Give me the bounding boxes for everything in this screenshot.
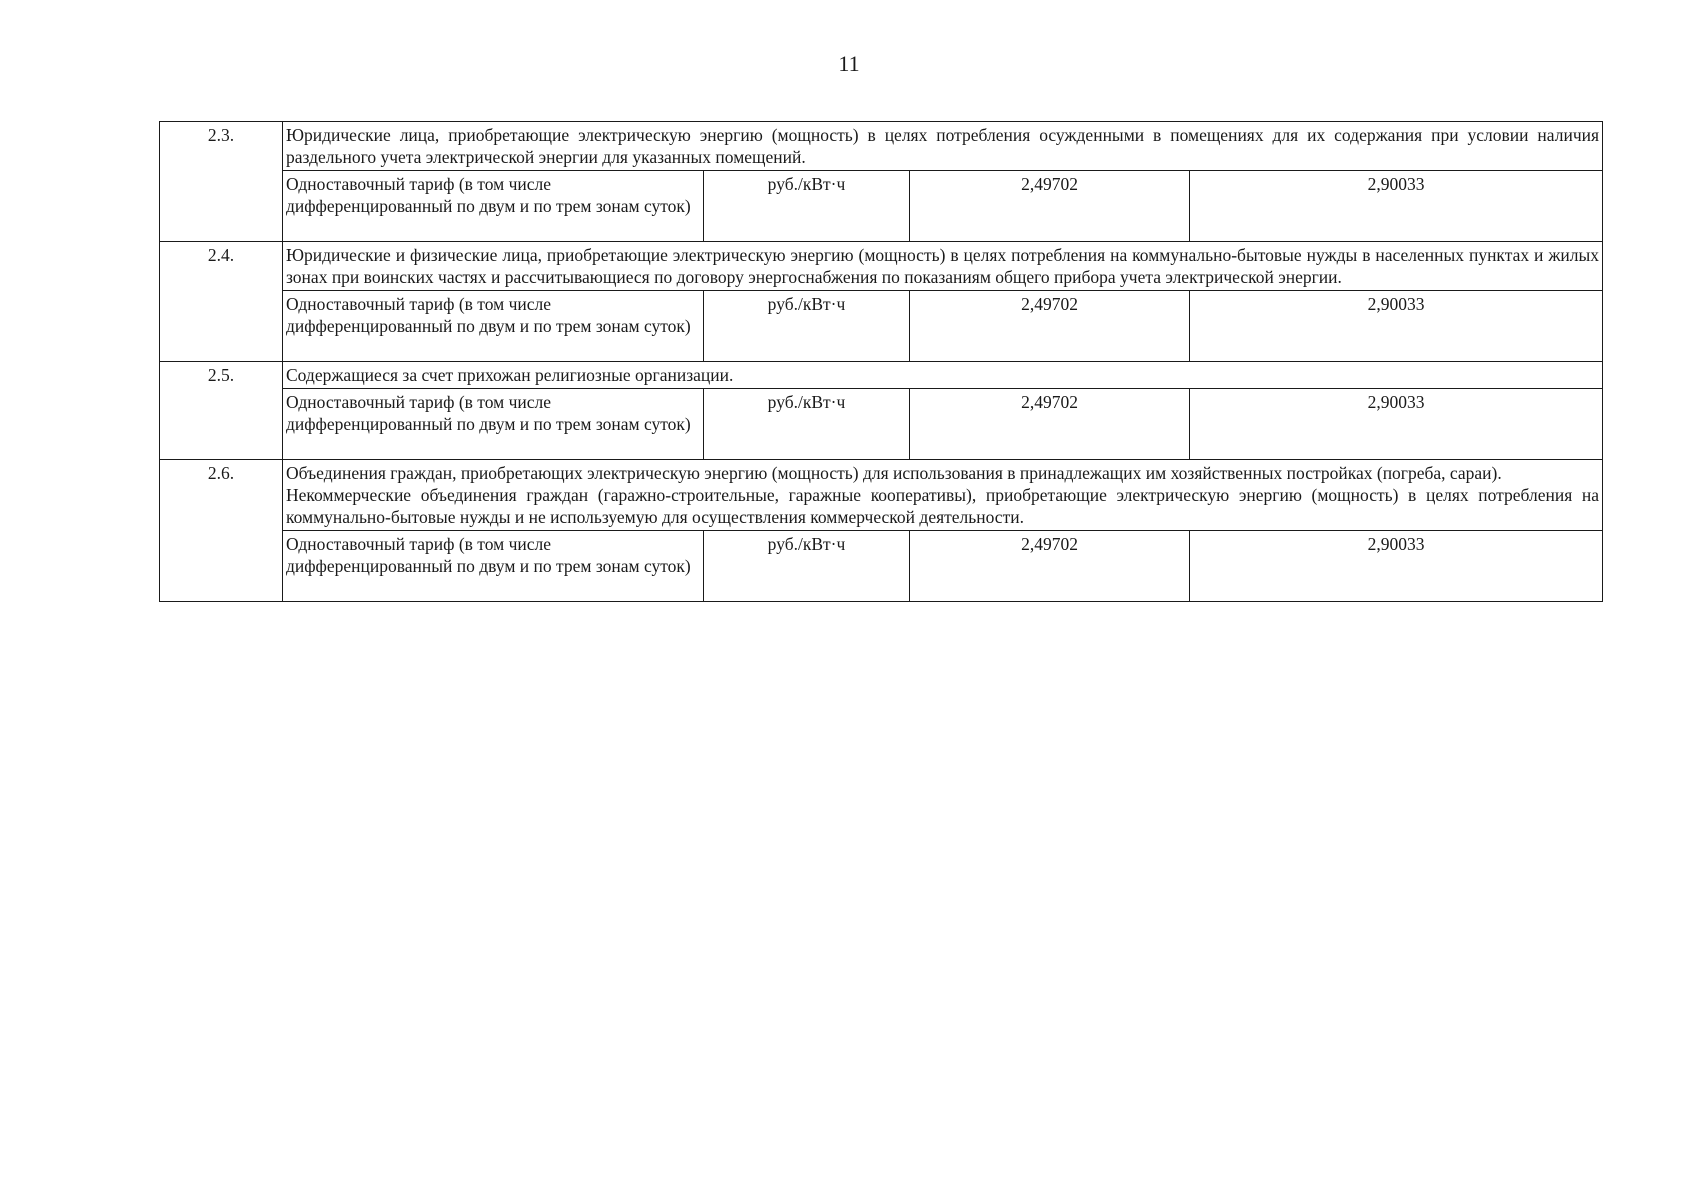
tariff-value-2: 2,90033 bbox=[1190, 291, 1603, 362]
table-row bbox=[160, 122, 1603, 171]
description-paragraph: Юридические и физические лица, приобретающие электрическую энергию (мощность) в целях потребления на коммунально-бытовые нужды в населенных пунктах и жилых зонах при воинских частях и рассчитывающиеся по договору энергоснабжения по показаниям общего прибора учета электрической энергии. bbox=[286, 245, 1600, 287]
description-paragraph: Содержащиеся за счет прихожан религиозные организации. bbox=[286, 365, 734, 385]
tariff-value-1: 2,49702 bbox=[910, 291, 1190, 362]
table-row bbox=[160, 460, 1603, 531]
page-number: 11 bbox=[838, 51, 860, 76]
tariff-value-1: 2,49702 bbox=[910, 531, 1190, 602]
tariff-value-2: 2,90033 bbox=[1190, 171, 1603, 242]
consumer-group-description bbox=[283, 122, 1603, 171]
table-row bbox=[160, 242, 1603, 291]
table-row bbox=[160, 291, 1603, 362]
description-paragraph: Юридические лица, приобретающие электрическую энергию (мощность) в целях потребления осужденными в помещениях для их содержания при условии наличия раздельного учета электрической энергии для указанных помещений. bbox=[286, 125, 1600, 167]
tariff-unit: руб./кВт·ч bbox=[704, 291, 910, 362]
table-row bbox=[160, 389, 1603, 460]
tariff-name: Одноставочный тариф (в том числе дифференцированный по двум и по трем зонам суток) bbox=[283, 171, 704, 242]
tariff-value-1: 2,49702 bbox=[910, 171, 1190, 242]
row-number: 2.6. bbox=[160, 460, 283, 602]
tariff-table bbox=[159, 121, 1603, 602]
tariff-name: Одноставочный тариф (в том числе дифференцированный по двум и по трем зонам суток) bbox=[283, 531, 704, 602]
consumer-group-description bbox=[283, 242, 1603, 291]
table-row bbox=[160, 531, 1603, 602]
tariff-name: Одноставочный тариф (в том числе дифференцированный по двум и по трем зонам суток) bbox=[283, 389, 704, 460]
tariff-value-1: 2,49702 bbox=[910, 389, 1190, 460]
row-number: 2.5. bbox=[160, 362, 283, 460]
tariff-unit: руб./кВт·ч bbox=[704, 531, 910, 602]
row-number: 2.4. bbox=[160, 242, 283, 362]
tariff-name: Одноставочный тариф (в том числе дифференцированный по двум и по трем зонам суток) bbox=[283, 291, 704, 362]
tariff-unit: руб./кВт·ч bbox=[704, 171, 910, 242]
description-paragraph: Некоммерческие объединения граждан (гаражно-строительные, гаражные кооперативы), приобретающие электрическую энергию (мощность) в целях потребления на коммунально-бытовые нужды и не используемую для осуществления коммерческой деятельности. bbox=[286, 485, 1600, 527]
tariff-unit: руб./кВт·ч bbox=[704, 389, 910, 460]
tariff-value-2: 2,90033 bbox=[1190, 531, 1603, 602]
description-paragraph: Объединения граждан, приобретающих электрическую энергию (мощность) для использования в принадлежащих им хозяйственных постройках (погреба, сараи). bbox=[286, 463, 1502, 483]
table-row bbox=[160, 171, 1603, 242]
table-row bbox=[160, 362, 1603, 389]
row-number: 2.3. bbox=[160, 122, 283, 242]
consumer-group-description bbox=[283, 460, 1603, 531]
consumer-group-description bbox=[283, 362, 1603, 389]
tariff-value-2: 2,90033 bbox=[1190, 389, 1603, 460]
